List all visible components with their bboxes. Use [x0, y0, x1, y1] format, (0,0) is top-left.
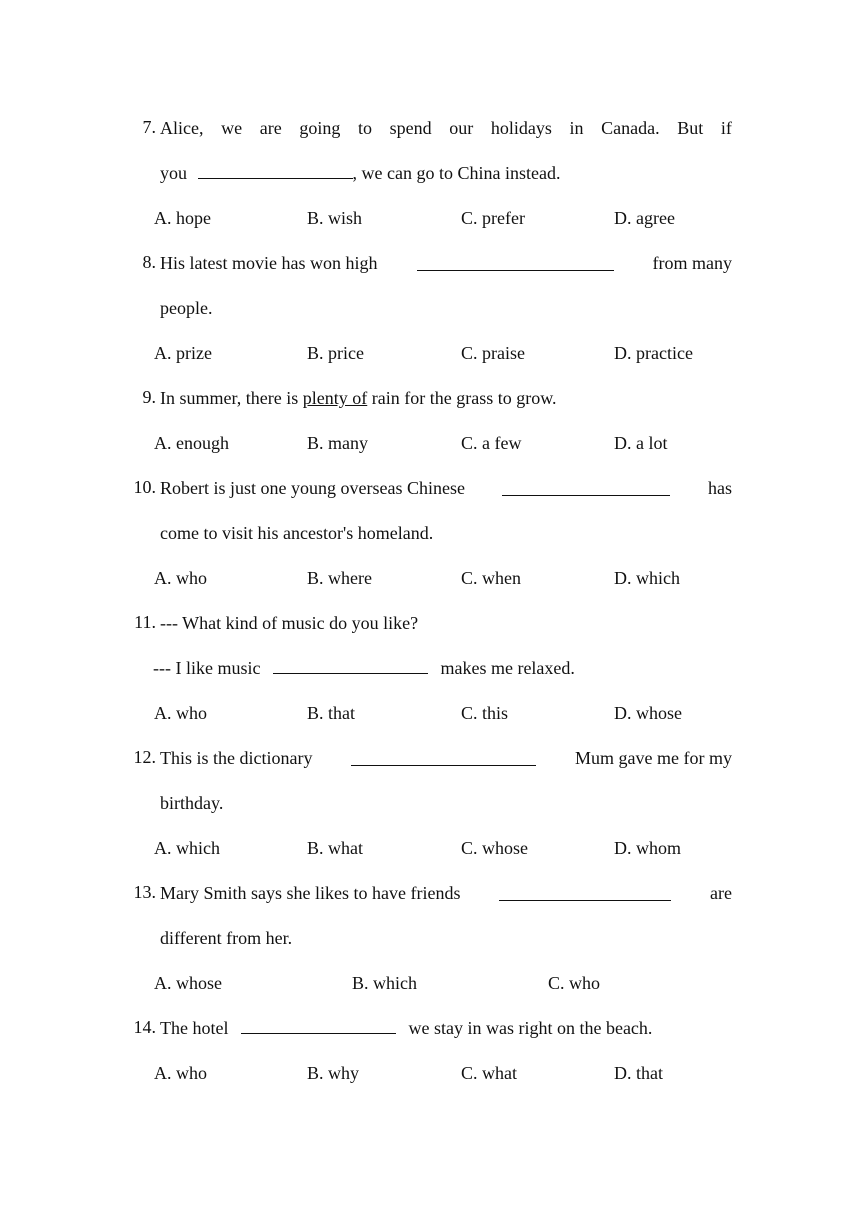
question-7-word: to — [357, 118, 372, 138]
question-11-line-2 — [153, 657, 575, 679]
question-10-line-2: come to visit his ancestor's homeland. — [160, 523, 434, 543]
option-c[interactable]: C. this — [461, 703, 509, 723]
question-13-text-pre: Mary Smith says she likes to have friends — [160, 883, 461, 903]
question-7-number: 7. — [142, 117, 156, 137]
option-d[interactable]: D. practice — [614, 343, 693, 363]
option-c[interactable]: C. prefer — [461, 208, 525, 228]
question-9-text-pre: In summer, there is — [160, 388, 303, 408]
question-7-word: going — [299, 118, 341, 138]
question-10-line-1 — [160, 477, 732, 499]
answer-blank[interactable] — [417, 256, 614, 271]
answer-blank[interactable] — [502, 481, 670, 496]
question-7-word: spend — [389, 118, 432, 138]
option-b[interactable]: B. many — [307, 433, 368, 453]
question-7-word: Canada. — [601, 118, 660, 138]
option-a[interactable]: A. who — [154, 703, 207, 723]
answer-blank[interactable] — [499, 886, 671, 901]
question-10-text-pre: Robert is just one young overseas Chinese — [160, 478, 465, 498]
question-9-number: 9. — [142, 387, 156, 407]
question-7-word: Alice, — [160, 118, 204, 138]
question-7-word: if — [720, 118, 732, 138]
question-12-text-pre: This is the dictionary — [160, 748, 313, 768]
question-13-line-1 — [160, 882, 732, 904]
question-12-text-post: Mum gave me for my — [575, 748, 732, 768]
option-c[interactable]: C. what — [461, 1063, 517, 1083]
question-12-line-2: birthday. — [160, 793, 224, 813]
option-d[interactable]: D. agree — [614, 208, 675, 228]
answer-blank[interactable] — [241, 1019, 396, 1034]
question-7-word: we — [221, 118, 243, 138]
option-a[interactable]: A. who — [154, 1063, 207, 1083]
option-a[interactable]: A. who — [154, 568, 207, 588]
option-a[interactable]: A. enough — [154, 433, 229, 453]
question-7-word: our — [449, 118, 474, 138]
option-c[interactable]: C. when — [461, 568, 521, 588]
question-11-number: 11. — [134, 612, 156, 632]
option-c[interactable]: C. who — [548, 973, 601, 993]
option-a[interactable]: A. which — [154, 838, 220, 858]
question-8-text-pre: His latest movie has won high — [160, 253, 378, 273]
question-14-number: 14. — [133, 1017, 156, 1037]
question-7-word: are — [259, 118, 282, 138]
question-9-text-post: rain for the grass to grow. — [367, 388, 557, 408]
underlined-phrase: plenty of — [302, 388, 368, 408]
question-13-text-post: are — [710, 883, 732, 903]
option-c[interactable]: C. whose — [461, 838, 528, 858]
option-b[interactable]: B. what — [307, 838, 363, 858]
option-c[interactable]: C. praise — [461, 343, 525, 363]
option-b[interactable]: B. which — [352, 973, 417, 993]
question-12-line-1 — [160, 747, 732, 769]
question-7-line-2 — [160, 162, 560, 184]
option-d[interactable]: D. whom — [614, 838, 681, 858]
option-b[interactable]: B. that — [307, 703, 355, 723]
question-11-text-post: makes me relaxed. — [440, 658, 575, 678]
question-12-number: 12. — [133, 747, 156, 767]
option-d[interactable]: D. that — [614, 1063, 663, 1083]
question-13-line-2: different from her. — [160, 928, 293, 948]
question-9-line-1 — [160, 387, 557, 409]
question-11-text-pre: --- I like music — [153, 658, 261, 678]
answer-blank[interactable] — [351, 751, 536, 766]
question-14-text-post: we stay in was right on the beach. — [408, 1018, 653, 1038]
question-7-text-post: , we can go to China instead. — [352, 163, 561, 183]
question-8-line-2: people. — [160, 298, 213, 318]
question-7-word: holidays — [490, 118, 552, 138]
option-d[interactable]: D. which — [614, 568, 680, 588]
option-b[interactable]: B. where — [307, 568, 372, 588]
question-10-text-post: has — [708, 478, 732, 498]
question-14-line-1 — [160, 1017, 652, 1039]
option-a[interactable]: A. whose — [154, 973, 222, 993]
question-13-number: 13. — [133, 882, 156, 902]
option-d[interactable]: D. whose — [614, 703, 682, 723]
question-8-text-post: from many — [652, 253, 732, 273]
question-8-line-1 — [160, 252, 732, 274]
question-8-number: 8. — [142, 252, 156, 272]
question-11-line-1: --- What kind of music do you like? — [160, 613, 419, 633]
question-7-word: But — [677, 118, 704, 138]
option-b[interactable]: B. wish — [307, 208, 363, 228]
question-7-word: in — [569, 118, 584, 138]
question-7-text-pre: you — [160, 163, 187, 183]
option-d[interactable]: D. a lot — [614, 433, 668, 453]
option-a[interactable]: A. hope — [154, 208, 211, 228]
option-c[interactable]: C. a few — [461, 433, 522, 453]
option-a[interactable]: A. prize — [154, 343, 212, 363]
question-7-line-1 — [160, 117, 732, 139]
option-b[interactable]: B. why — [307, 1063, 360, 1083]
question-14-text-pre: The hotel — [160, 1018, 229, 1038]
option-b[interactable]: B. price — [307, 343, 364, 363]
answer-blank[interactable] — [273, 659, 428, 674]
question-10-number: 10. — [133, 477, 156, 497]
answer-blank[interactable] — [198, 164, 353, 179]
